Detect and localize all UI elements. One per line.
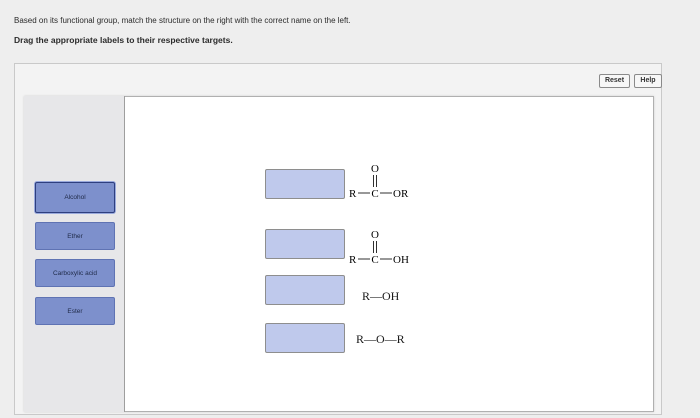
help-button[interactable]: Help (634, 74, 662, 88)
instruction-text: Based on its functional group, match the structure on the right with the correct name on the left. (14, 16, 351, 25)
ester-structure (349, 160, 429, 205)
label-ester[interactable]: Ester (35, 297, 115, 325)
carbon-atom: C (371, 254, 379, 266)
carboxylic-acid-structure (349, 226, 429, 271)
label-bank (24, 96, 125, 412)
reset-button[interactable]: Reset (599, 74, 630, 88)
label-alcohol[interactable]: Alcohol (35, 182, 115, 213)
drop-target-2[interactable] (265, 229, 345, 259)
drop-target-1[interactable] (265, 169, 345, 199)
label-ether[interactable]: Ether (35, 222, 115, 250)
alcohol-structure: R—OH (362, 289, 400, 303)
drop-target-3[interactable] (265, 275, 345, 305)
r-group: R (349, 254, 357, 266)
drop-target-4[interactable] (265, 323, 345, 353)
label-carboxylic-acid[interactable]: Carboxylic acid (35, 259, 115, 287)
instruction-subtext: Drag the appropriate labels to their respective targets. (14, 35, 233, 45)
ether-structure: R—O—R (356, 332, 405, 346)
carbonyl-oxygen: O (371, 163, 379, 175)
carbonyl-oxygen: O (371, 229, 379, 241)
carbon-atom: C (371, 188, 379, 200)
or-group: OR (393, 188, 409, 200)
r-group: R (349, 188, 357, 200)
oh-group: OH (393, 254, 409, 266)
